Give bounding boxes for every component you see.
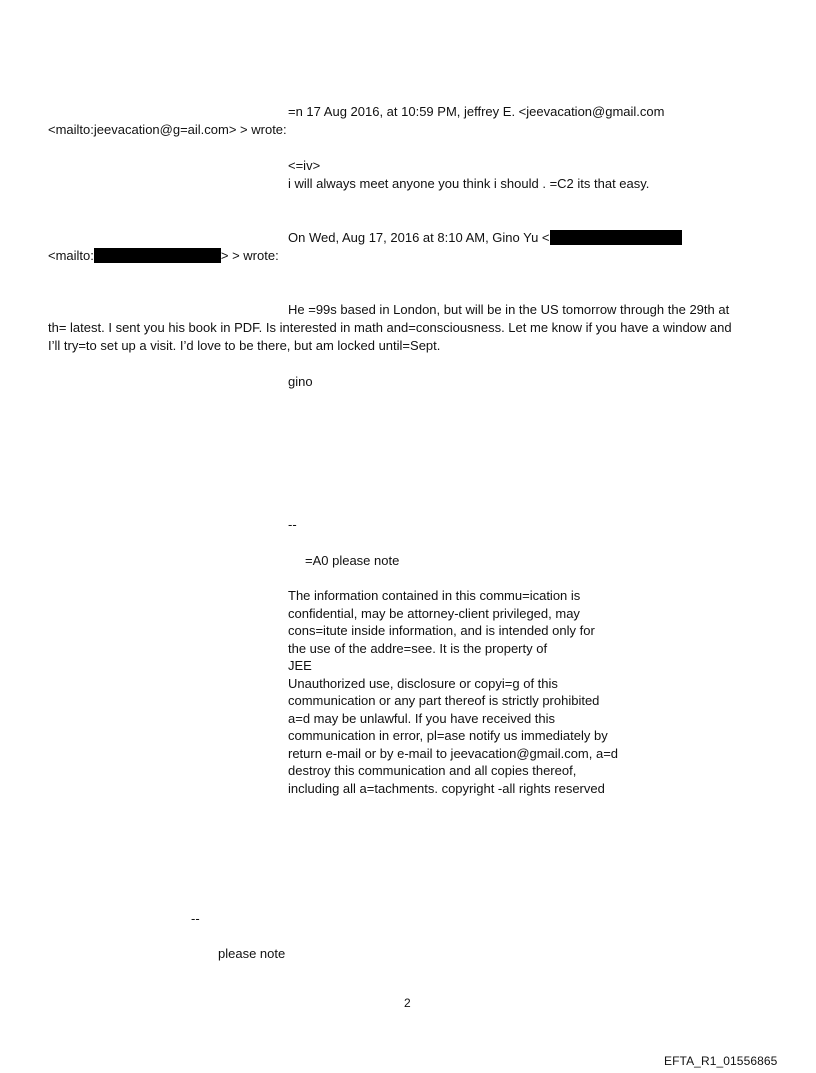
gino-mailto-suffix: > > wrote: — [220, 248, 279, 263]
gino-mailto-prefix: <mailto: — [48, 248, 94, 263]
disclaimer-line: return e-mail or by e-mail to jeevacation@gmail.com, a=d — [288, 745, 619, 761]
gino-signature: gino — [288, 374, 313, 389]
page-number: 2 — [404, 996, 411, 1010]
gino-header-line2 — [48, 247, 279, 264]
disclaimer-line: The information contained in this commu=ication is — [288, 588, 581, 603]
second-signature-separator: -- — [191, 911, 200, 926]
disclaimer-line: confidential, may be attorney-client privileged, may — [288, 605, 580, 621]
disclaimer-paragraph — [288, 587, 648, 797]
gino-message-line1: He =99s based in London, but will be in the US tomorrow through the 29th at — [288, 302, 730, 317]
disclaimer-line: communication in error, pl=ase notify us immediately by — [288, 728, 608, 743]
disclaimer-note-heading: =A0 please note — [305, 553, 400, 568]
gino-message-line3: I’ll try=to set up a visit. I’d love to be there, but am locked until=Sept. — [48, 338, 441, 353]
second-please-note: please note — [218, 946, 286, 961]
reply-text: i will always meet anyone you think i should . =C2 its that easy. — [288, 176, 650, 191]
gino-message-line2: th= latest. I sent you his book in PDF. Is interested in math and=consciousness. Let me know if you have a window and — [48, 320, 732, 335]
reply-div-tag: <=iv> — [288, 158, 321, 173]
gino-header-line1 — [288, 229, 682, 246]
disclaimer-line: JEE — [288, 658, 312, 673]
signature-separator: -- — [288, 517, 297, 532]
redacted-mailto-block — [94, 248, 221, 263]
disclaimer-line: a=d may be unlawful. If you have received this — [288, 710, 556, 726]
forward-header-line1: =n 17 Aug 2016, at 10:59 PM, jeffrey E. <jeevacation@gmail.com — [288, 104, 665, 119]
disclaimer-line: including all a=tachments. copyright -all rights reserved — [288, 780, 605, 796]
disclaimer-line: destroy this communication and all copies thereof, — [288, 763, 577, 778]
forward-header-line2: <mailto:jeevacation@g=ail.com> > wrote: — [48, 122, 287, 137]
disclaimer-line: communication or any part thereof is strictly prohibited — [288, 693, 600, 708]
disclaimer-line: cons=itute inside information, and is intended only for — [288, 623, 595, 638]
disclaimer-line: Unauthorized use, disclosure or copyi=g of this — [288, 675, 558, 691]
gino-header-prefix: On Wed, Aug 17, 2016 at 8:10 AM, Gino Yu < — [288, 230, 550, 245]
redacted-email-block — [550, 230, 682, 245]
disclaimer-line: the use of the addre=see. It is the property of — [288, 640, 548, 656]
document-id: EFTA_R1_01556865 — [664, 1054, 778, 1068]
